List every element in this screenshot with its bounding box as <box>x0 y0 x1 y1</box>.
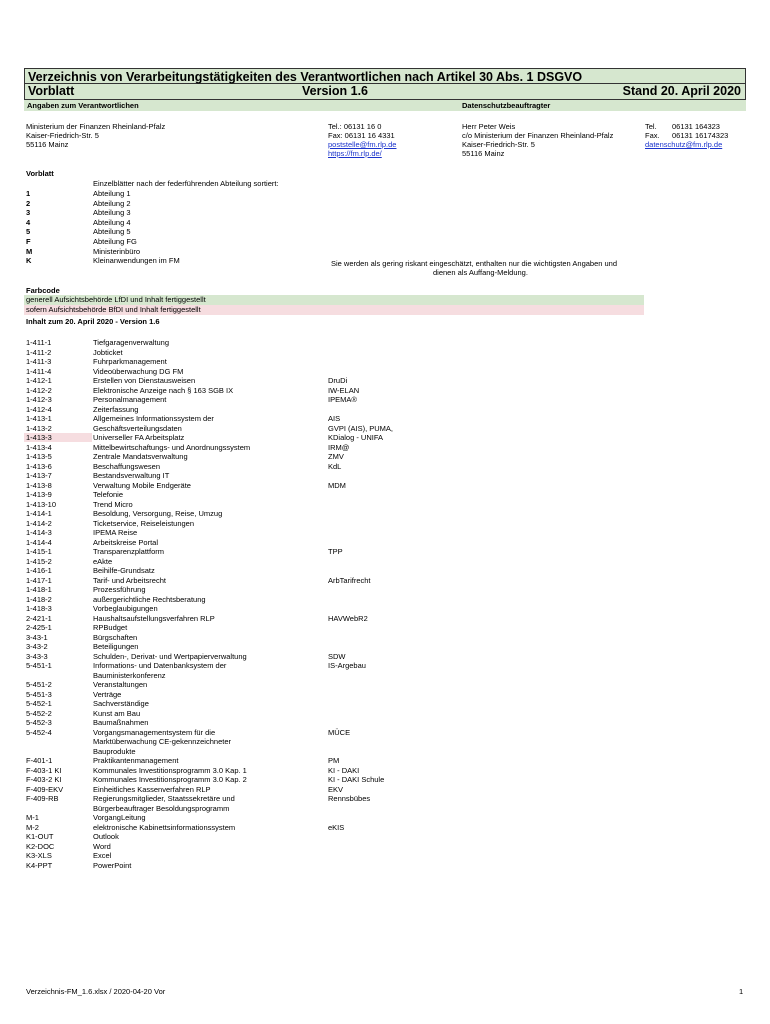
table-row <box>24 728 644 737</box>
color-legend-green: generell Aufsichtsbehörde LfDI und Inhalt fertiggestellt <box>24 295 644 305</box>
row-id: 1-413-9 <box>26 490 52 499</box>
table-row <box>24 443 644 452</box>
table-row <box>24 652 644 661</box>
row-name: Haushaltsaufstellungsverfahren RLP <box>93 613 215 623</box>
row-name: Trend Micro <box>93 499 133 509</box>
row-system: SDW <box>328 651 346 661</box>
row-system: KdL <box>328 461 342 471</box>
row-system: ZMV <box>328 452 344 461</box>
row-id: 1-411-1 <box>26 338 52 347</box>
title-subheader <box>24 84 746 100</box>
row-name: Zeiterfassung <box>93 404 139 414</box>
row-name: Vorgangsmanagementsystem für die <box>93 727 216 737</box>
table-row <box>24 709 644 718</box>
row-system: KDialog - UNIFA <box>328 433 384 442</box>
row-system: MÜCE <box>328 727 351 737</box>
department-label: Abteilung 1 <box>93 189 131 198</box>
table-row <box>24 367 644 376</box>
row-system: Rennsbübes <box>328 794 371 803</box>
table-row <box>24 357 644 366</box>
row-name: Kommunales Investitionsprogramm 3.0 Kap. 2 <box>93 775 247 784</box>
row-system: ArbTarifrecht <box>328 575 371 585</box>
table-row <box>24 680 644 689</box>
responsible-heading: Angaben zum Verantwortlichen <box>27 101 139 110</box>
department-label: Kleinanwendungen im FM <box>93 256 180 266</box>
table-row <box>24 481 644 490</box>
table-row <box>24 747 644 756</box>
vorblatt-heading: Vorblatt <box>26 169 54 178</box>
row-id: M-1 <box>26 813 39 822</box>
row-id: 5-451-1 <box>26 661 52 670</box>
row-name: VorgangLeitung <box>93 813 146 822</box>
row-id: 1-414-3 <box>26 528 52 537</box>
row-name: Sachverständige <box>93 699 149 708</box>
row-name: Excel <box>93 851 112 860</box>
dpo-fax-label: Fax. <box>645 131 660 140</box>
row-id: 1-414-4 <box>26 537 52 547</box>
department-key: 2 <box>26 198 31 208</box>
address-line: Kaiser-Friedrich-Str. 5 <box>26 131 99 140</box>
row-name: Telefonie <box>93 490 124 499</box>
row-name: Vorbeglaubigungen <box>93 604 158 613</box>
table-row <box>24 785 644 794</box>
row-system: eKIS <box>328 822 345 832</box>
table-row <box>24 756 644 765</box>
table-row <box>24 519 644 528</box>
kleinanwendungen-note: dienen als Auffang-Meldung. <box>433 268 528 277</box>
dpo-fax-number: 06131 16174323 <box>672 131 729 140</box>
row-id: 1-412-1 <box>26 376 52 385</box>
row-name: Bürgschaften <box>93 632 138 642</box>
table-row <box>24 338 644 347</box>
kleinanwendungen-note: Sie werden als gering riskant eingeschätzt, enthalten nur die wichtigsten Angaben und <box>331 259 618 268</box>
row-id: F-403-2 KI <box>26 775 62 784</box>
row-name: Universeller FA Arbeitsplatz <box>93 433 185 442</box>
row-name: eAkte <box>93 556 113 566</box>
department-key: 4 <box>26 217 31 227</box>
row-name: Elektronische Anzeige nach § 163 SGB IX <box>93 385 234 395</box>
row-name: Outlook <box>93 832 119 841</box>
row-name: PowerPoint <box>93 860 132 870</box>
table-row <box>24 614 644 623</box>
table-row <box>24 766 644 775</box>
row-name: Beteiligungen <box>93 642 139 651</box>
table-row <box>24 509 644 518</box>
dpo-line: 55116 Mainz <box>462 149 505 158</box>
row-name: Zentrale Mandatsverwaltung <box>93 452 188 461</box>
row-id: 2-425-1 <box>26 623 52 632</box>
website-link[interactable]: https://fm.rlp.de/ <box>328 149 382 158</box>
contact-header-row <box>24 100 746 111</box>
row-id: 1-418-1 <box>26 585 52 594</box>
table-row <box>24 832 644 841</box>
row-name: Veranstaltungen <box>93 680 148 689</box>
row-id: M-2 <box>26 822 39 832</box>
row-name: Baumaßnahmen <box>93 718 149 727</box>
row-id: 5-452-2 <box>26 708 52 718</box>
table-row <box>24 528 644 537</box>
contents-heading: Inhalt zum 20. April 2020 - Version 1.6 <box>26 317 160 326</box>
row-name: Kommunales Investitionsprogramm 3.0 Kap. 1 <box>93 765 247 775</box>
row-system: AIS <box>328 414 341 423</box>
address-line: Ministerium der Finanzen Rheinland-Pfalz <box>26 122 166 131</box>
row-name: Regierungsmitglieder, Staatssekretäre und <box>93 794 235 803</box>
date-label: Stand 20. April 2020 <box>622 84 741 98</box>
row-id: 1-415-2 <box>26 556 52 566</box>
row-id: 1-415-1 <box>26 547 52 556</box>
row-name: RPBudget <box>93 623 128 632</box>
dpo-phone-number: 06131 164323 <box>672 122 720 131</box>
row-name: Beihilfe-Grundsatz <box>93 566 155 575</box>
row-name: Bürgerbeauftrager Besoldungsprogramm <box>93 803 230 813</box>
row-name: Allgemeines Informationssystem der <box>93 414 214 423</box>
row-id: K1-OUT <box>26 832 54 841</box>
row-id: F-401-1 <box>26 756 53 765</box>
department-key: 5 <box>26 227 31 237</box>
row-id: 1-413-3 <box>26 433 52 442</box>
row-name: Schulden-, Derivat- und Wertpapierverwaltung <box>93 651 247 661</box>
row-name: Transparenzplattform <box>93 547 165 556</box>
dpo-line: Herr Peter Weis <box>462 122 516 131</box>
row-id: F-409-RB <box>26 794 59 803</box>
table-row <box>24 699 644 708</box>
department-label: Abteilung 3 <box>93 208 131 218</box>
row-name: Fuhrparkmanagement <box>93 357 167 366</box>
department-key: 1 <box>26 189 31 198</box>
row-system: GVPI (AIS), PUMA, <box>328 423 394 433</box>
row-id: 1-413-8 <box>26 480 52 490</box>
row-name: Verträge <box>93 689 122 699</box>
row-name: Kunst am Bau <box>93 708 141 718</box>
footer-filename: Verzeichnis-FM_1.6.xlsx / 2020-04-20 Vor <box>26 987 166 996</box>
row-id: 1-414-2 <box>26 518 52 528</box>
row-id: 2-421-1 <box>26 613 52 623</box>
row-id: 1-414-1 <box>26 509 52 518</box>
department-label: Ministerinbüro <box>93 246 141 256</box>
table-row <box>24 585 644 594</box>
row-system: KI - DAKI Schule <box>328 775 385 784</box>
row-id: K3-XLS <box>26 851 52 860</box>
table-row <box>24 794 644 803</box>
department-key: M <box>26 246 33 256</box>
row-name: Bauprodukte <box>93 746 136 756</box>
row-id: 5-452-1 <box>26 699 52 708</box>
table-row <box>24 661 644 670</box>
row-id: 1-411-3 <box>26 357 52 366</box>
row-id: 1-413-10 <box>26 499 57 509</box>
table-row <box>24 386 644 395</box>
row-id: 5-451-3 <box>26 689 52 699</box>
table-row <box>24 414 644 423</box>
table-row <box>24 823 644 832</box>
table-row <box>24 452 644 461</box>
table-row <box>24 671 644 680</box>
row-id: 3-43-3 <box>26 651 48 661</box>
row-id: 1-411-2 <box>26 347 52 357</box>
row-name: außergerichtliche Rechtsberatung <box>93 594 206 604</box>
table-row <box>24 851 644 860</box>
department-label: Abteilung FG <box>93 237 137 246</box>
row-system: IRM@ <box>328 442 350 452</box>
row-id: 1-413-2 <box>26 423 52 433</box>
row-name: Geschäftsverteilungsdaten <box>93 423 182 433</box>
table-row <box>24 547 644 556</box>
row-id: 1-413-5 <box>26 452 52 461</box>
table-row <box>24 433 644 442</box>
address-line: 55116 Mainz <box>26 140 69 149</box>
row-id: F-409-EKV <box>26 784 64 794</box>
department-label: Abteilung 5 <box>93 227 131 237</box>
table-row <box>24 595 644 604</box>
row-id: 5-452-4 <box>26 727 52 737</box>
table-row <box>24 718 644 727</box>
department-label: Abteilung 4 <box>93 217 131 227</box>
row-name: Beschaffungswesen <box>93 461 160 471</box>
row-id: 1-412-2 <box>26 385 52 395</box>
row-id: 3-43-2 <box>26 642 48 651</box>
fax-number: Fax: 06131 16 4331 <box>328 131 395 140</box>
row-name: Bestandsverwaltung IT <box>93 471 170 480</box>
table-row <box>24 471 644 480</box>
table-row <box>24 405 644 414</box>
row-name: Marktüberwachung CE-gekennzeichneter <box>93 737 231 746</box>
table-row <box>24 737 644 746</box>
row-id: 1-412-3 <box>26 395 52 404</box>
row-id: 1-412-4 <box>26 404 52 414</box>
row-name: Word <box>93 841 111 851</box>
table-row <box>24 604 644 613</box>
dpo-line: Kaiser-Friedrich-Str. 5 <box>462 140 535 149</box>
row-name: Jobticket <box>93 347 123 357</box>
department-key: F <box>26 237 31 246</box>
row-name: Tiefgaragenverwaltung <box>93 338 170 347</box>
row-id: 1-416-1 <box>26 566 52 575</box>
row-name: Erstellen von Dienstausweisen <box>93 376 196 385</box>
table-row <box>24 500 644 509</box>
table-row <box>24 633 644 642</box>
row-system: KI - DAKI <box>328 765 360 775</box>
row-id: 3-43-1 <box>26 632 48 642</box>
row-name: Mittelbewirtschaftungs- und Anordnungssystem <box>93 442 251 452</box>
table-row <box>24 557 644 566</box>
row-system: PM <box>328 756 340 765</box>
farbcode-heading: Farbcode <box>26 286 60 295</box>
document-title: Verzeichnis von Verarbeitungstätigkeiten des Verantwortlichen nach Artikel 30 Abs. 1 DSGVO <box>24 68 746 84</box>
row-name: Einheitliches Kassenverfahren RLP <box>93 784 211 794</box>
row-system: IW-ELAN <box>328 385 360 395</box>
email-link[interactable]: poststelle@fm.rlp.de <box>328 140 397 149</box>
table-row <box>24 566 644 575</box>
sheet-name: Vorblatt <box>28 84 75 98</box>
row-system: IPEMA® <box>328 395 357 404</box>
row-system: EKV <box>328 784 344 794</box>
row-id: 1-413-1 <box>26 414 52 423</box>
row-name: Bauministerkonferenz <box>93 670 166 680</box>
row-id: 1-413-6 <box>26 461 52 471</box>
table-row <box>24 642 644 651</box>
row-id: 1-411-4 <box>26 366 52 376</box>
department-label: Abteilung 2 <box>93 198 131 208</box>
row-id: 1-417-1 <box>26 575 52 585</box>
row-id: 1-418-2 <box>26 594 52 604</box>
row-name: Verwaltung Mobile Endgeräte <box>93 480 191 490</box>
department-key: K <box>26 256 32 266</box>
row-name: Personalmanagement <box>93 395 167 404</box>
row-name: Informations- und Datenbanksystem der <box>93 661 227 670</box>
page-number: 1 <box>739 987 744 996</box>
color-legend-pink: sofern Aufsichtsbehörde BfDI und Inhalt fertiggestellt <box>24 305 644 315</box>
dpo-heading: Datenschutzbeauftragter <box>462 101 551 110</box>
row-name: Ticketservice, Reiseleistungen <box>93 518 195 528</box>
row-system: TPP <box>328 547 343 556</box>
dpo-line: c/o Ministerium der Finanzen Rheinland-Pfalz <box>462 131 614 140</box>
dpo-phone-label: Tel. <box>645 122 657 131</box>
row-id: K2-DOC <box>26 841 55 851</box>
table-row <box>24 861 644 870</box>
table-row <box>24 348 644 357</box>
row-system: MDM <box>328 480 346 490</box>
row-system: IS-Argebau <box>328 661 366 670</box>
vorblatt-intro: Einzelblätter nach der federführenden Abteilung sortiert: <box>93 179 279 188</box>
row-system: DruDi <box>328 376 348 385</box>
dpo-email-link[interactable]: datenschutz@fm.rlp.de <box>645 140 723 149</box>
row-system: HAVWebR2 <box>328 613 368 623</box>
table-row <box>24 376 644 385</box>
phone-number: Tel.: 06131 16 0 <box>328 122 382 131</box>
table-row <box>24 538 644 547</box>
table-row <box>24 623 644 632</box>
table-row <box>24 462 644 471</box>
row-id: 5-451-2 <box>26 680 52 689</box>
row-name: Tarif- und Arbeitsrecht <box>93 575 166 585</box>
row-id: 1-413-7 <box>26 471 52 480</box>
row-id: 1-413-4 <box>26 442 52 452</box>
row-id: 5-452-3 <box>26 718 52 727</box>
table-row <box>24 424 644 433</box>
table-row <box>24 842 644 851</box>
row-name: Arbeitskreise Portal <box>93 537 159 547</box>
row-id: K4-PPT <box>26 860 53 870</box>
department-key: 3 <box>26 208 31 218</box>
table-row <box>24 775 644 784</box>
row-name: IPEMA Reise <box>93 528 138 537</box>
row-id: F-403-1 KI <box>26 765 62 775</box>
row-name: Praktikantenmanagement <box>93 756 179 765</box>
table-row <box>24 813 644 822</box>
table-row <box>24 490 644 499</box>
table-row <box>24 804 644 813</box>
table-row <box>24 690 644 699</box>
row-name: Videoüberwachung DG FM <box>93 366 184 376</box>
row-name: Besoldung, Versorgung, Reise, Umzug <box>93 509 223 518</box>
table-row <box>24 576 644 585</box>
row-name: elektronische Kabinettsinformationssystem <box>93 822 236 832</box>
version-label: Version 1.6 <box>302 84 369 98</box>
row-name: Prozessführung <box>93 585 146 594</box>
table-row <box>24 395 644 404</box>
row-id: 1-418-3 <box>26 604 52 613</box>
